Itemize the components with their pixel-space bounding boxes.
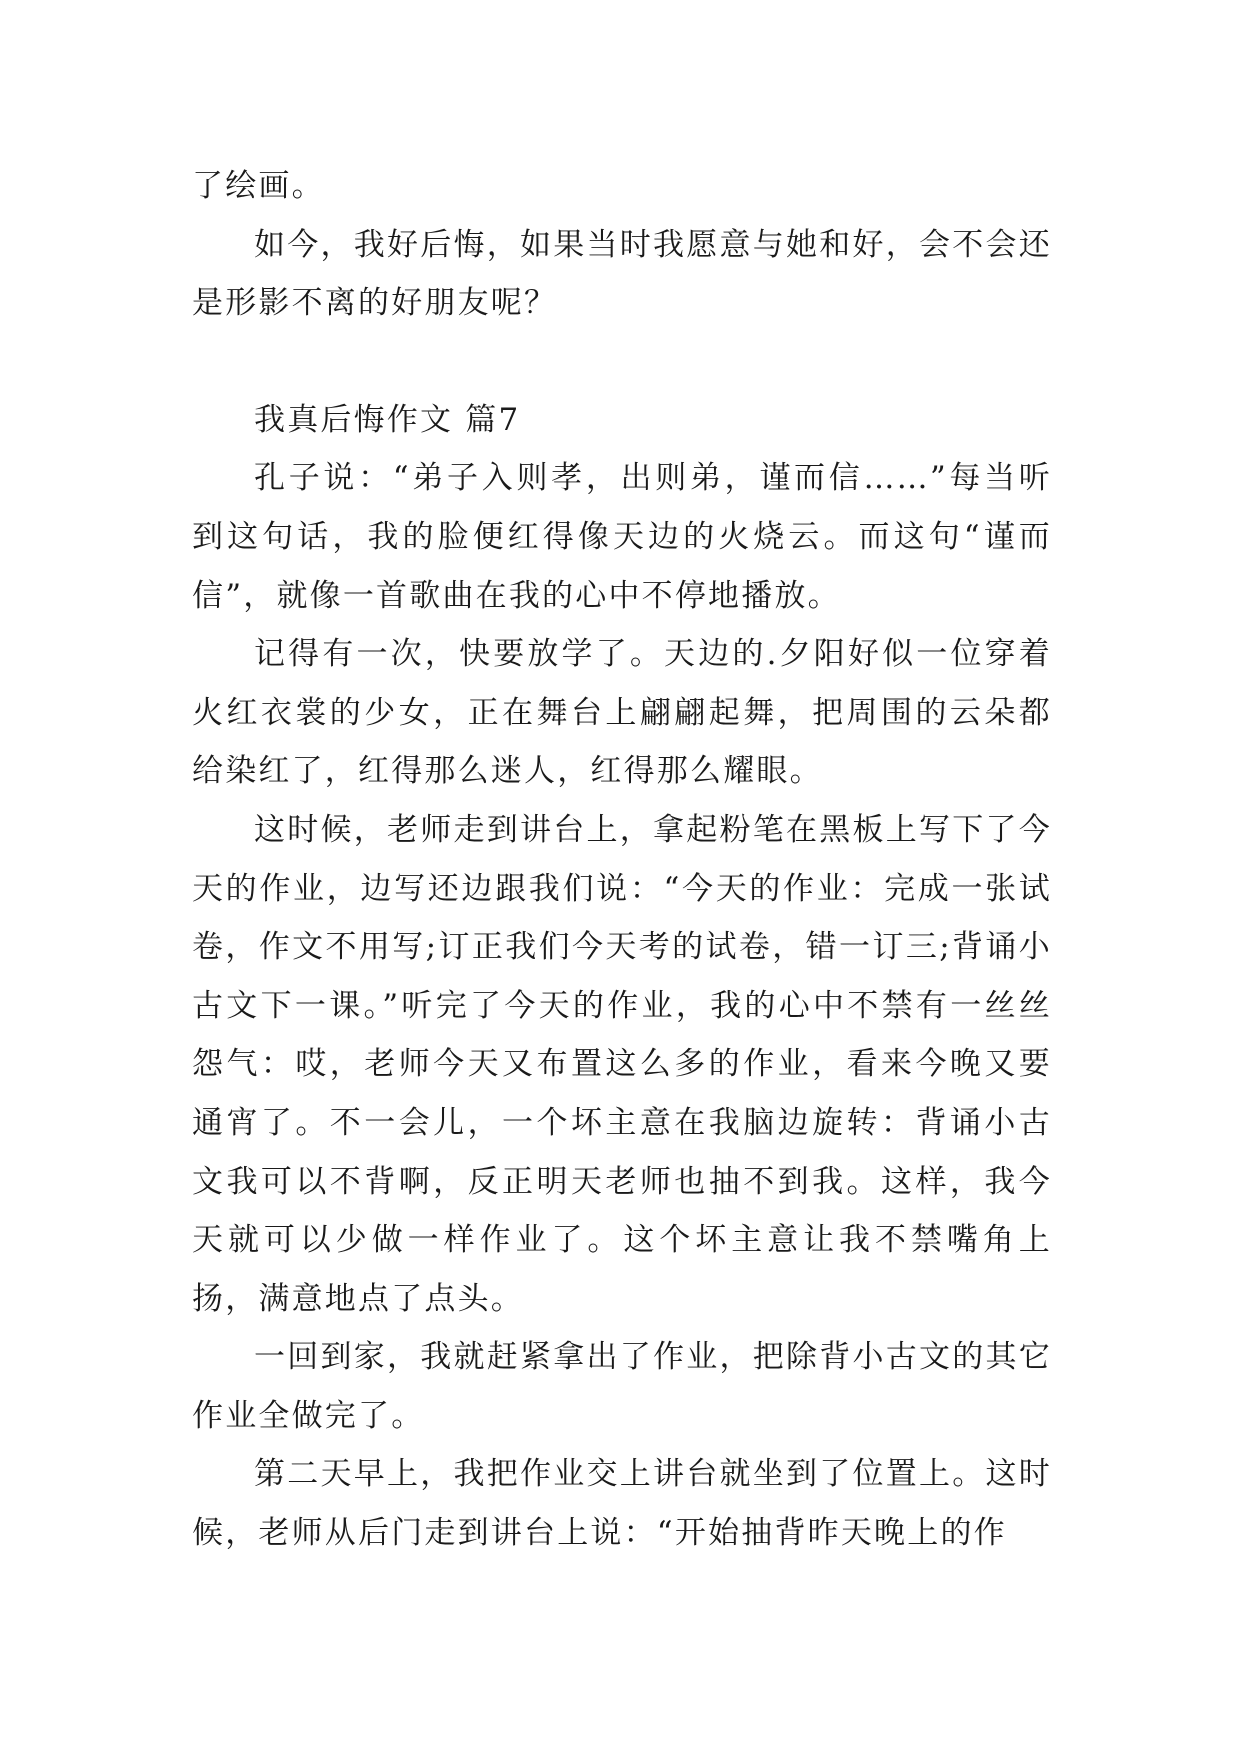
paragraph-5: 第二天早上，我把作业交上讲台就坐到了位置上。这时候，老师从后门走到讲台上说：“开始抽背昨天晚上的作 bbox=[192, 1456, 1052, 1552]
continuation-text: 了绘画。 bbox=[192, 168, 325, 204]
paragraph-4: 一回到家，我就赶紧拿出了作业，把除背小古文的其它作业全做完了。 bbox=[192, 1339, 1052, 1434]
paragraph-closing: 如今，我好后悔，如果当时我愿意与她和好，会不会还是形影不离的好朋友呢？ bbox=[192, 226, 1052, 322]
section-title: 我真后悔作文 篇7 bbox=[254, 401, 521, 438]
paragraph-2: 记得有一次，快要放学了。天边的.夕阳好似一位穿着火红衣裳的少女，正在舞台上翩翩起舞，把周围的云朵都给染红了，红得那么迷人，红得那么耀眼。 bbox=[192, 636, 1052, 790]
paragraph-1: 孔子说：“弟子入则孝，出则弟，谨而信……”每当听到这句话，我的脸便红得像天边的火烧云。而这句“谨而信”，就像一首歌曲在我的心中不停地播放。 bbox=[192, 460, 1052, 614]
paragraph-3: 这时候，老师走到讲台上，拿起粉笔在黑板上写下了今天的作业，边写还边跟我们说：“今天的作业：完成一张试卷，作文不用写;订正我们今天考的试卷，错一订三;背诵小古文下一课。”听完了今天的作业，我的心中不禁有一丝丝怨气：哎，老师今天又布置这么多的作业，看来今晚又要通宵了。不一会儿，一个坏主意在我脑边旋转：背诵小古文我可以不背啊，反正明天老师也抽不到我。这样，我今天就可以少做一样作业了。这个坏主意让我不禁嘴角上扬，满意地点了点头。 bbox=[192, 811, 1052, 1317]
document-body bbox=[192, 157, 1052, 1563]
section-gap bbox=[192, 333, 1052, 391]
